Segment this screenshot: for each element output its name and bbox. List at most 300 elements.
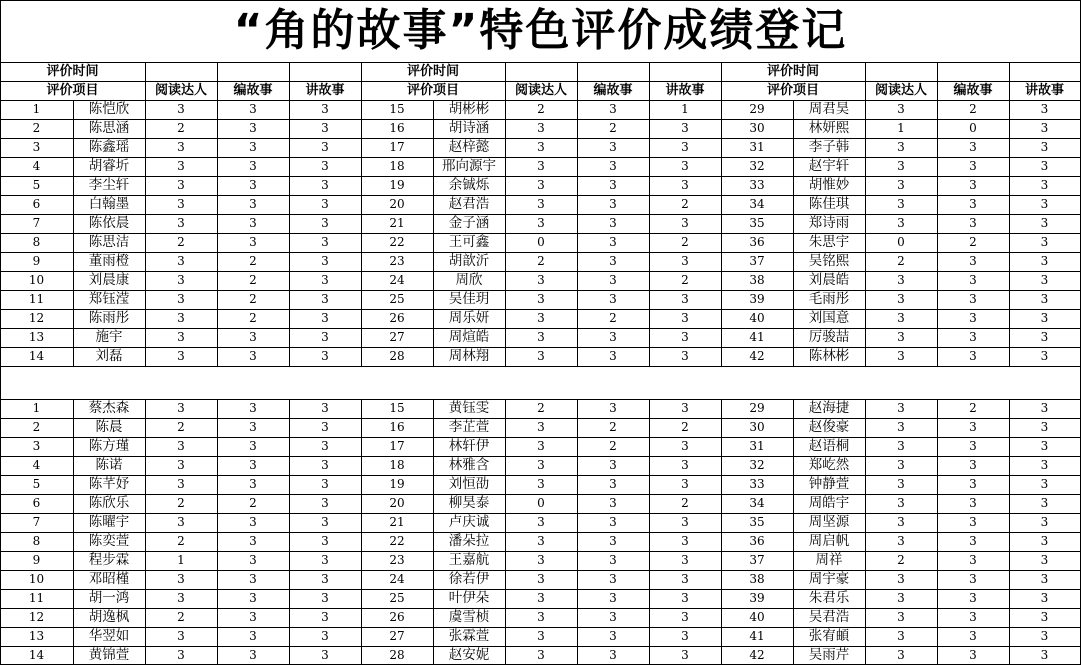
score-story-writing: 3 [969,330,977,344]
score-reading: 1 [897,121,905,135]
score-story-writing: 2 [249,496,257,510]
score-story-writing: 3 [609,496,617,510]
score-reading: 3 [177,349,185,363]
grid-line [577,62,578,81]
student-number: 31 [749,439,765,453]
score-story-writing: 3 [609,292,617,306]
score-reading: 3 [537,648,545,662]
score-reading: 0 [537,235,545,249]
score-story-writing: 3 [969,273,977,287]
grid-line [1009,100,1010,366]
score-story-telling: 3 [321,401,329,415]
grid-line [0,157,1081,158]
student-name: 周坚源 [808,514,850,530]
score-story-telling: 3 [321,629,329,643]
student-name: 陈鑫瑶 [88,139,130,155]
score-reading: 3 [897,477,905,491]
score-story-telling: 3 [321,477,329,491]
score-story-writing: 3 [609,629,617,643]
student-name: 毛雨彤 [808,291,850,307]
score-story-writing: 3 [969,140,977,154]
score-reading: 3 [177,254,185,268]
student-name: 李子韩 [808,139,850,155]
score-story-telling: 3 [681,178,689,192]
student-name: 李芷萱 [448,419,490,435]
score-story-writing: 2 [609,420,617,434]
score-story-telling: 3 [1040,349,1049,363]
score-story-writing: 3 [609,534,617,548]
student-name: 周启帆 [808,533,850,549]
score-story-telling: 3 [681,216,689,230]
student-number: 21 [389,515,405,529]
score-reading: 3 [537,216,545,230]
score-reading: 2 [537,102,545,116]
grid-line [289,399,290,665]
score-story-telling: 3 [681,292,689,306]
score-story-writing: 3 [969,648,977,662]
score-story-writing: 3 [609,159,617,173]
score-reading: 3 [897,629,905,643]
score-reading: 2 [177,420,185,434]
grid-line [145,62,146,81]
score-reading: 3 [897,591,905,605]
score-story-telling: 3 [1040,330,1049,344]
grid-line [145,100,146,366]
score-story-telling: 2 [681,197,689,211]
score-story-telling: 3 [681,572,689,586]
student-name: 周皓宇 [808,495,850,511]
score-reading: 3 [897,496,905,510]
score-story-telling: 3 [321,273,329,287]
score-reading: 3 [537,439,545,453]
score-story-writing: 3 [609,458,617,472]
score-story-writing: 3 [609,610,617,624]
score-reading: 3 [897,197,905,211]
score-story-telling: 3 [1040,553,1049,567]
score-reading: 0 [897,235,905,249]
score-story-writing: 3 [249,235,257,249]
score-story-writing: 3 [969,496,977,510]
grid-line [937,81,938,100]
score-story-telling: 3 [1040,216,1049,230]
score-story-writing: 3 [249,178,257,192]
score-story-writing: 3 [249,439,257,453]
grid-line [289,81,290,100]
score-reading: 3 [897,311,905,325]
student-name: 陈方瑾 [88,438,130,454]
score-reading: 3 [537,140,545,154]
score-reading: 3 [177,629,185,643]
header-item-label: 评价项目 [406,83,459,98]
score-story-writing: 3 [249,330,257,344]
score-story-telling: 3 [681,159,689,173]
score-story-telling: 3 [321,311,329,325]
score-story-telling: 3 [321,648,329,662]
grid-line [0,100,1081,101]
score-story-telling: 3 [321,496,329,510]
score-story-writing: 3 [969,439,977,453]
score-reading: 3 [537,629,545,643]
student-name: 刘晨康 [88,272,130,288]
student-number: 14 [28,349,45,363]
student-name: 金子涵 [448,215,490,231]
score-story-telling: 3 [321,216,329,230]
score-story-writing: 3 [609,572,617,586]
score-story-telling: 3 [681,311,689,325]
score-story-telling: 3 [681,254,689,268]
student-name: 周君昊 [808,101,850,117]
score-story-writing: 3 [609,648,617,662]
score-story-telling: 3 [321,292,329,306]
score-reading: 3 [897,330,905,344]
student-name: 吴雨芹 [808,647,850,663]
score-reading: 3 [177,439,185,453]
student-number: 1 [32,401,41,415]
score-reading: 2 [177,534,185,548]
score-story-writing: 3 [969,216,977,230]
student-name: 陈依晨 [88,215,130,231]
header-story-writing: 编故事 [233,83,273,98]
score-story-telling: 3 [681,458,689,472]
student-number: 11 [28,292,45,306]
student-name: 陈曜宇 [88,514,130,530]
score-story-telling: 3 [1040,477,1049,491]
student-name: 张宥頔 [808,628,850,644]
student-number: 18 [389,159,405,173]
score-story-telling: 3 [681,401,689,415]
score-reading: 3 [177,159,185,173]
header-time-label: 评价时间 [406,64,459,79]
score-reading: 3 [177,401,185,415]
student-number: 37 [749,254,765,268]
score-reading: 3 [537,553,545,567]
student-name: 邢向源宇 [442,158,496,174]
student-number: 6 [32,496,41,510]
student-name: 吴佳玥 [448,291,490,307]
grid-line [289,62,290,81]
score-reading: 2 [177,496,185,510]
score-story-telling: 3 [1040,121,1049,135]
score-story-telling: 3 [1040,292,1049,306]
score-story-telling: 1 [681,102,689,116]
student-number: 3 [32,140,41,154]
student-number: 23 [389,254,405,268]
score-story-telling: 3 [681,477,689,491]
grid-line [793,399,794,665]
sheet-title: “角的故事”特色评价成绩登记 [233,5,848,56]
score-reading: 3 [897,216,905,230]
score-reading: 3 [897,534,905,548]
score-story-writing: 3 [609,330,617,344]
score-reading: 3 [897,140,905,154]
student-name: 吴君浩 [808,609,850,625]
score-story-telling: 3 [681,648,689,662]
grid-line [73,100,74,366]
grid-line [1009,399,1010,665]
score-story-writing: 3 [249,610,257,624]
score-story-telling: 3 [1040,629,1049,643]
score-story-writing: 3 [609,216,617,230]
score-reading: 3 [177,515,185,529]
score-story-telling: 3 [1040,458,1049,472]
student-name: 刘国意 [808,310,850,326]
student-name: 赵海捷 [808,400,850,416]
score-story-telling: 3 [1040,572,1049,586]
score-story-telling: 3 [321,197,329,211]
score-reading: 3 [537,572,545,586]
score-story-writing: 3 [249,458,257,472]
score-reading: 3 [537,178,545,192]
score-reading: 2 [537,401,545,415]
student-name: 陈欣乐 [88,495,130,511]
score-reading: 3 [177,458,185,472]
score-story-telling: 3 [681,553,689,567]
score-story-telling: 3 [681,515,689,529]
score-reading: 3 [897,610,905,624]
student-name: 赵语桐 [808,438,850,454]
grid-line [577,399,578,665]
score-reading: 2 [897,553,905,567]
grid-line [937,62,938,81]
score-reading: 3 [537,420,545,434]
score-story-writing: 3 [249,420,257,434]
student-number: 9 [32,254,41,268]
student-number: 35 [749,216,765,230]
grid-line [649,100,650,366]
student-name: 施宇 [95,329,123,345]
student-number: 24 [389,572,405,586]
student-number: 38 [749,273,765,287]
score-story-writing: 3 [609,553,617,567]
score-story-telling: 3 [321,330,329,344]
student-name: 张霖萱 [448,628,490,644]
student-number: 32 [749,458,765,472]
grid-line [0,81,1081,82]
student-number: 25 [389,292,405,306]
score-reading: 3 [177,102,185,116]
student-number: 16 [389,420,405,434]
student-number: 18 [389,458,405,472]
score-reading: 3 [897,515,905,529]
grid-line [217,100,218,366]
score-story-writing: 3 [969,477,977,491]
score-story-telling: 3 [681,121,689,135]
student-name: 周煊皓 [448,329,490,345]
grid-line [0,119,1081,120]
score-story-writing: 3 [969,591,977,605]
score-story-writing: 3 [609,591,617,605]
score-story-writing: 2 [249,311,257,325]
score-reading: 3 [897,572,905,586]
student-name: 胡逸枫 [88,609,130,625]
student-number: 28 [389,648,405,662]
score-story-writing: 2 [249,273,257,287]
grid-line [0,309,1081,310]
student-name: 白翰墨 [88,196,130,212]
student-number: 3 [32,439,41,453]
score-story-writing: 3 [249,216,257,230]
score-reading: 2 [897,254,905,268]
header-time-label: 评价时间 [46,64,99,79]
student-number: 30 [749,121,765,135]
header-story-telling: 讲故事 [665,83,705,98]
grid-line [361,62,362,81]
score-reading: 3 [537,273,545,287]
student-name: 周乐妍 [448,310,490,326]
score-story-writing: 3 [609,273,617,287]
score-reading: 3 [177,648,185,662]
score-story-writing: 3 [969,178,977,192]
student-number: 19 [389,477,405,491]
grid-line [73,399,74,665]
grid-line [865,62,866,81]
student-name: 柳昊泰 [448,495,490,511]
student-number: 10 [28,273,45,287]
grid-line [0,366,1081,367]
student-number: 36 [749,235,765,249]
score-story-writing: 3 [249,197,257,211]
score-story-telling: 3 [1040,420,1049,434]
grid-line [0,233,1081,234]
student-number: 29 [749,401,765,415]
student-number: 33 [749,477,765,491]
student-name: 胡诗涵 [448,120,490,136]
student-name: 赵梓懿 [448,139,490,155]
score-reading: 3 [537,159,545,173]
student-number: 2 [32,420,41,434]
score-story-writing: 3 [249,629,257,643]
score-story-telling: 3 [321,178,329,192]
score-story-telling: 3 [1040,648,1049,662]
score-story-writing: 3 [969,458,977,472]
student-name: 厉骏喆 [808,329,850,345]
score-story-writing: 3 [609,235,617,249]
score-story-writing: 3 [609,254,617,268]
score-reading: 2 [537,254,545,268]
score-reading: 3 [537,534,545,548]
grid-line [0,271,1081,272]
grid-line [505,81,506,100]
student-name: 刘磊 [95,348,123,364]
student-name: 胡彬彬 [448,101,490,117]
grid-line [721,81,722,100]
header-story-telling: 讲故事 [1024,83,1064,98]
student-name: 朱思宇 [808,234,850,250]
score-reading: 3 [177,330,185,344]
score-story-writing: 2 [249,254,257,268]
student-name: 朱君乐 [808,590,850,606]
score-story-telling: 3 [1040,496,1049,510]
grid-line [0,513,1081,514]
score-reading: 0 [537,496,545,510]
score-story-writing: 3 [609,140,617,154]
score-reading: 3 [897,648,905,662]
score-reading: 3 [537,610,545,624]
student-number: 36 [749,534,765,548]
student-name: 郑诗雨 [808,215,850,231]
score-story-telling: 3 [321,610,329,624]
grid-line [0,494,1081,495]
score-story-writing: 2 [969,102,977,116]
score-reading: 3 [177,311,185,325]
student-number: 27 [389,629,405,643]
score-reading: 3 [537,515,545,529]
student-number: 17 [389,439,405,453]
student-name: 林雅含 [448,457,490,473]
score-reading: 3 [537,330,545,344]
score-story-telling: 3 [681,629,689,643]
student-number: 38 [749,572,765,586]
grid-line [505,62,506,81]
grid-line [649,62,650,81]
header-story-telling: 讲故事 [305,83,345,98]
score-story-telling: 3 [1040,439,1049,453]
student-number: 41 [749,629,765,643]
student-name: 陈思洁 [88,234,130,250]
grid-line [1009,62,1010,81]
grid-line [937,100,938,366]
score-story-telling: 3 [1040,178,1049,192]
student-name: 赵君浩 [448,196,490,212]
header-story-writing: 编故事 [593,83,633,98]
score-story-telling: 3 [321,439,329,453]
student-name: 徐若伊 [448,571,490,587]
student-number: 40 [749,610,765,624]
score-story-telling: 3 [321,458,329,472]
score-story-telling: 3 [321,515,329,529]
grid-line [433,100,434,366]
score-story-telling: 3 [321,572,329,586]
student-number: 7 [32,515,41,529]
student-name: 周宇豪 [808,571,850,587]
student-name: 虞雪桢 [448,609,490,625]
student-name: 郑屹然 [808,457,850,473]
student-number: 33 [749,178,765,192]
score-reading: 3 [177,591,185,605]
student-name: 陈诺 [95,457,123,473]
student-number: 42 [749,349,765,363]
score-reading: 3 [177,572,185,586]
grid-line [0,195,1081,196]
score-story-writing: 3 [609,477,617,491]
score-story-telling: 3 [681,330,689,344]
score-story-writing: 3 [969,254,977,268]
student-number: 17 [389,140,405,154]
score-story-writing: 3 [249,121,257,135]
score-reading: 3 [897,159,905,173]
score-story-writing: 3 [969,534,977,548]
student-number: 41 [749,330,765,344]
score-story-writing: 3 [249,515,257,529]
score-story-writing: 3 [249,401,257,415]
grid-line [1009,81,1010,100]
student-name: 刘恒劭 [448,476,490,492]
score-story-telling: 3 [681,439,689,453]
student-number: 34 [749,496,765,510]
grid-line [0,214,1081,215]
student-number: 12 [28,610,45,624]
score-story-writing: 3 [249,553,257,567]
student-name: 周祥 [815,552,843,568]
student-number: 26 [389,610,405,624]
score-story-writing: 3 [609,401,617,415]
grid-line [0,0,1081,1]
student-number: 25 [389,591,405,605]
score-reading: 2 [177,235,185,249]
score-story-writing: 3 [249,534,257,548]
score-story-writing: 3 [609,349,617,363]
score-story-writing: 3 [249,591,257,605]
